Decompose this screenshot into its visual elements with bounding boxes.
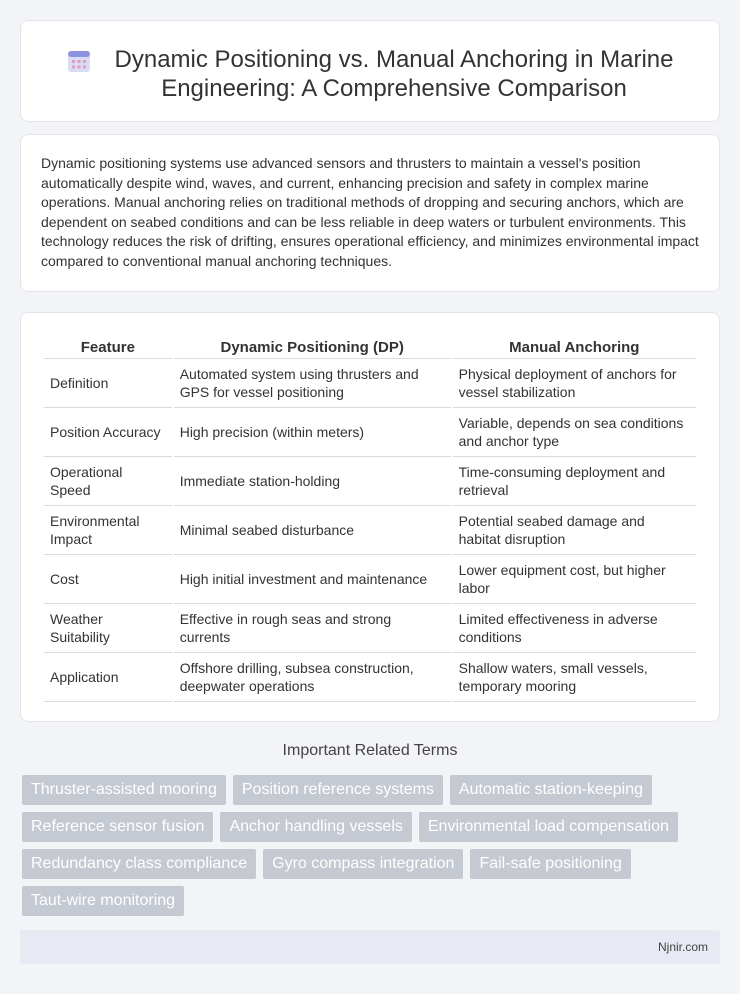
comparison-table (42, 333, 698, 702)
dp-cell: Minimal seabed disturbance (174, 506, 451, 555)
feature-cell: Position Accuracy (44, 408, 172, 457)
related-term-tag[interactable]: Reference sensor fusion (22, 812, 213, 842)
related-term-tag[interactable]: Fail-safe positioning (470, 849, 630, 879)
dp-cell: Offshore drilling, subsea construction, deepwater operations (174, 653, 451, 702)
table-row (44, 506, 696, 555)
title-card (20, 20, 720, 122)
header-dynamic-positioning: Dynamic Positioning (DP) (174, 333, 451, 359)
dp-cell: Immediate station-holding (174, 457, 451, 506)
anchoring-cell: Physical deployment of anchors for vessel stabilization (453, 359, 696, 408)
anchoring-cell: Potential seabed damage and habitat disruption (453, 506, 696, 555)
dp-cell: Effective in rough seas and strong currents (174, 604, 451, 653)
related-term-tag[interactable]: Position reference systems (233, 775, 443, 805)
calendar-grid-icon (66, 48, 92, 74)
anchoring-cell: Shallow waters, small vessels, temporary mooring (453, 653, 696, 702)
page-title: Dynamic Positioning vs. Manual Anchoring in Marine Engineering: A Comprehensive Comparison (114, 46, 674, 102)
feature-cell: Application (44, 653, 172, 702)
dp-cell: Automated system using thrusters and GPS for vessel positioning (174, 359, 451, 408)
related-term-tag[interactable]: Environmental load compensation (419, 812, 678, 842)
feature-cell: Weather Suitability (44, 604, 172, 653)
dp-cell: High initial investment and maintenance (174, 555, 451, 604)
related-term-tag[interactable]: Gyro compass integration (263, 849, 463, 879)
anchoring-cell: Limited effectiveness in adverse conditions (453, 604, 696, 653)
feature-cell: Cost (44, 555, 172, 604)
related-term-tag[interactable]: Thruster-assisted mooring (22, 775, 226, 805)
intro-card (20, 134, 720, 292)
related-term-tag[interactable]: Anchor handling vessels (220, 812, 411, 842)
related-terms-list (22, 775, 722, 916)
anchoring-cell: Lower equipment cost, but higher labor (453, 555, 696, 604)
related-term-tag[interactable]: Taut-wire monitoring (22, 886, 184, 916)
feature-cell: Operational Speed (44, 457, 172, 506)
anchoring-cell: Time-consuming deployment and retrieval (453, 457, 696, 506)
anchoring-cell: Variable, depends on sea conditions and anchor type (453, 408, 696, 457)
table-row (44, 408, 696, 457)
header-manual-anchoring: Manual Anchoring (453, 333, 696, 359)
table-row (44, 359, 696, 408)
related-terms-heading: Important Related Terms (282, 742, 458, 759)
related-term-tag[interactable]: Automatic station-keeping (450, 775, 652, 805)
feature-cell: Environmental Impact (44, 506, 172, 555)
footer-site-link[interactable]: Njnir.com (657, 940, 708, 954)
dp-cell: High precision (within meters) (174, 408, 451, 457)
intro-paragraph: Dynamic positioning systems use advanced sensors and thrusters to maintain a vessel's position automatically despite wind, waves, and current, enhancing precision and safety in complex marine operations. Manual anchoring relies on traditional methods of dropping and securing anchors, which are dependent on seabed conditions and can be less reliable in deep waters or turbulent environments. This technology reduces the risk of drifting, ensures operational efficiency, and minimizes environmental impact compared to conventional manual anchoring techniques. (41, 155, 699, 269)
table-row (44, 604, 696, 653)
table-header-row (44, 333, 696, 359)
table-row (44, 555, 696, 604)
footer (20, 930, 720, 964)
table-row (44, 457, 696, 506)
header-feature: Feature (44, 333, 172, 359)
related-term-tag[interactable]: Redundancy class compliance (22, 849, 256, 879)
feature-cell: Definition (44, 359, 172, 408)
table-row (44, 653, 696, 702)
comparison-card (20, 312, 720, 722)
